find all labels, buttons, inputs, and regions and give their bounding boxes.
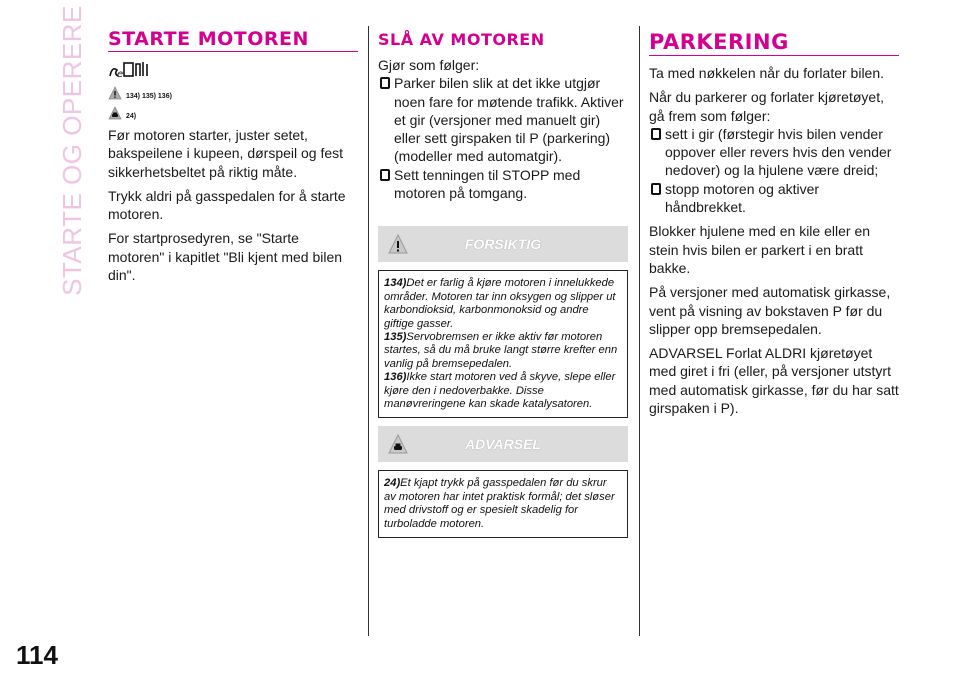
checkbox-bullet-icon <box>380 77 390 89</box>
warning-box <box>378 470 628 538</box>
paragraph: For startprosedyren, se "Starte motoren" i kapitlet "Bli kjent med bilen din". <box>108 230 343 284</box>
paragraph: Ta med nøkkelen når du forlater bilen. <box>649 65 885 81</box>
warning-header <box>378 426 628 462</box>
bullet-item: Sett tenningen til STOPP med motoren på tomgang. <box>378 166 628 203</box>
caution-header <box>378 226 628 262</box>
caution-item: 136)Ikke start motoren ved å skyve, slepe eller kjøre den i nedoverbakke. Disse manøvreringene kan skade katalysatoren. <box>384 371 616 411</box>
warning-reference: 24) <box>108 106 358 120</box>
caution-box <box>378 270 628 418</box>
bullet-item: stopp motoren og aktiver håndbrekket. <box>649 180 899 217</box>
paragraph: Blokker hjulene med en kile eller en stein hvis bilen er parkert i en bratt bakke. <box>649 223 871 276</box>
caution-item: 134)Det er farlig å kjøre motoren i innelukkede områder. Motoren tar inn oksygen og slipper ut karbondioksid, karbonmonoksid og andre giftige gasser. <box>384 277 616 330</box>
section-sla-av-motoren <box>378 30 628 538</box>
chapter-side-title <box>52 4 92 296</box>
column-divider <box>368 26 369 636</box>
caution-reference: 134) 135) 136) <box>108 86 358 100</box>
column-divider <box>639 26 640 636</box>
chapter-side-title-text: STARTE OG OPERERE <box>56 4 87 296</box>
bullet-item: Parker bilen slik at det ikke utgjør noen fare for møtende trafikk. Aktiver et gir (versjoner med manuelt gir) eller sett girspaken til P (parkering) (modeller med automatgir). <box>378 74 628 165</box>
intro-text: Gjør som følger: <box>378 57 480 73</box>
car-warning-icon <box>108 106 122 120</box>
bullet-item: sett i gir (førstegir hvis bilen vender oppover eller revers hvis den vender nedover) og la hjulene være dreid; <box>649 125 899 180</box>
paragraph: Før motoren starter, juster setet, bakspeilene i kupeen, dørspeil og fest sikkerhetsbeltet på riktig måte. <box>108 127 344 180</box>
svg-text:e: e <box>117 69 124 80</box>
caution-triangle-icon <box>108 86 122 100</box>
checkbox-bullet-icon <box>651 183 661 195</box>
section-starte-motoren <box>108 28 358 284</box>
paragraph: ADVARSEL Forlat ALDRI kjøretøyet med giret i fri (eller, på versjoner utstyrt med automatisk girkasse, før du har satt girspaken i P). <box>649 345 899 417</box>
warning-item: 24)Et kjapt trykk på gasspedalen før du skrur av motoren har intet praktisk formål; det sløser med drivstoff og er spesielt skadelig for turboladde motoren. <box>384 477 615 530</box>
section-parkering <box>649 30 899 417</box>
page-number: 114 <box>16 640 58 670</box>
checkbox-bullet-icon <box>380 169 390 181</box>
section-heading: PARKERING <box>649 30 899 56</box>
paragraph: Trykk aldri på gasspedalen for å starte motoren. <box>108 187 346 223</box>
warning-label: ADVARSEL <box>465 436 541 453</box>
caution-label: FORSIKTIG <box>464 236 542 253</box>
section-heading: SLÅ AV MOTOREN <box>378 30 545 49</box>
checkbox-bullet-icon <box>651 128 661 140</box>
paragraph: Når du parkerer og forlater kjøretøyet, gå frem som følger: <box>649 89 884 124</box>
section-heading: STARTE MOTOREN <box>108 28 358 52</box>
caution-item: 135)Servobremsen er ikke aktiv før motoren startes, så du må bruke langt større krefter enn vanlig på bremsepedalen. <box>384 331 618 370</box>
fuel-gasoline-icon <box>108 58 358 80</box>
paragraph: På versjoner med automatisk girkasse, vent på visning av bokstaven P før du slipper opp bremsepedalen. <box>649 284 891 337</box>
